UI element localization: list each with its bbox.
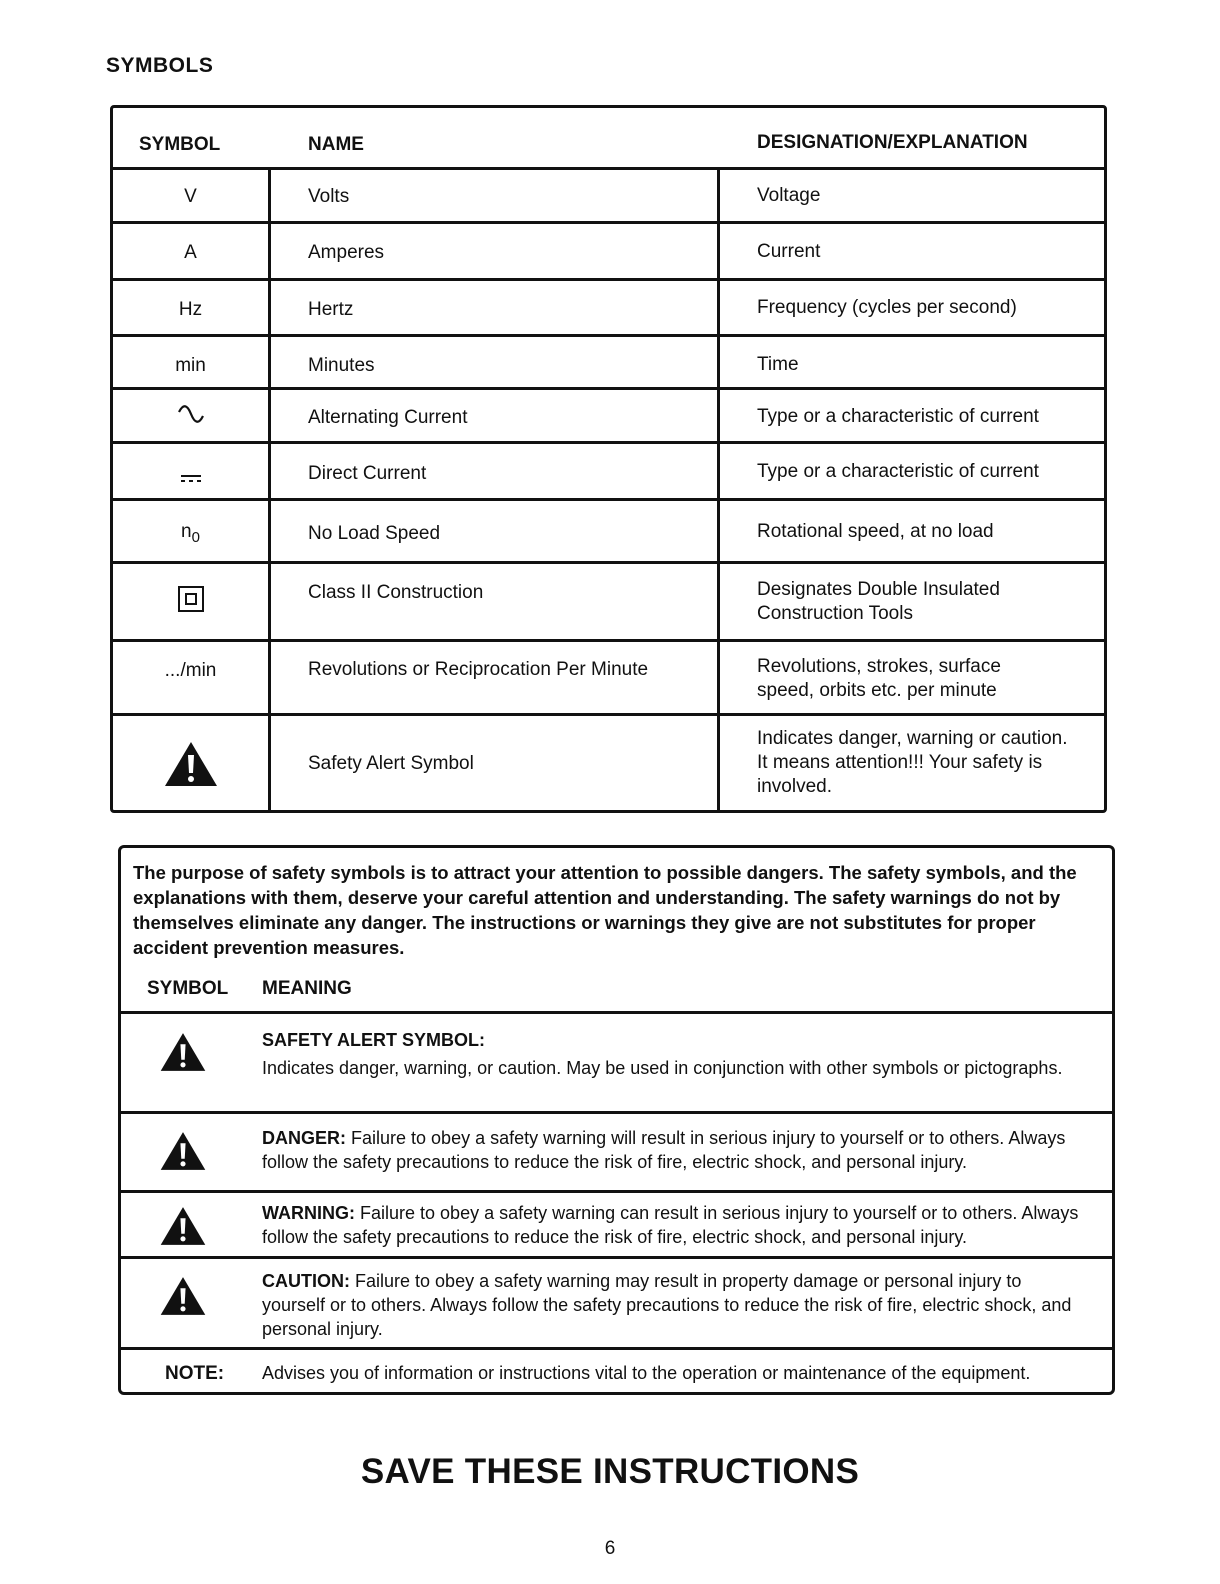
table-row bbox=[113, 501, 1104, 564]
table-row bbox=[113, 170, 1104, 224]
save-instructions-title: SAVE THESE INSTRUCTIONS bbox=[360, 1452, 860, 1491]
name-cell: Amperes bbox=[308, 242, 385, 263]
symbol-cell: Hz bbox=[178, 299, 203, 320]
desc-line: involved. bbox=[757, 776, 832, 797]
safety-alert-icon bbox=[159, 1130, 207, 1172]
meaning-row bbox=[121, 1256, 1112, 1347]
symbols-table bbox=[110, 105, 1107, 813]
desc-cell: Frequency (cycles per second) bbox=[757, 297, 1017, 318]
direct-current-icon bbox=[180, 474, 202, 484]
table-row bbox=[113, 642, 1104, 716]
meaning-text: Failure to obey a safety warning may result in property damage or personal injury to yourself or to others. Always follow the safety precautions to reduce the risk of fire, electric shock, and personal injury. bbox=[262, 1271, 1072, 1339]
class-ii-construction-icon bbox=[178, 586, 204, 612]
meaning-row bbox=[121, 1111, 1112, 1190]
header-name: NAME bbox=[308, 134, 364, 155]
note-label: NOTE: bbox=[165, 1363, 225, 1384]
name-cell: Volts bbox=[308, 186, 350, 207]
meaning-title: DANGER: bbox=[262, 1128, 346, 1148]
meaning-title: CAUTION: bbox=[262, 1271, 350, 1291]
table-row bbox=[113, 224, 1104, 281]
table-row bbox=[113, 390, 1104, 444]
symbol-cell: min bbox=[175, 355, 206, 376]
symbol-cell: A bbox=[184, 242, 197, 263]
safety-alert-icon bbox=[163, 740, 219, 788]
table-row bbox=[113, 564, 1104, 642]
header-symbol: SYMBOL bbox=[147, 978, 229, 999]
table-row bbox=[113, 281, 1104, 337]
desc-line: It means attention!!! Your safety is bbox=[757, 752, 1043, 773]
desc-line: Designates Double Insulated bbox=[757, 579, 1000, 600]
header-meaning: MEANING bbox=[262, 978, 352, 999]
header-designation: DESIGNATION/EXPLANATION bbox=[757, 132, 1028, 153]
meaning-row bbox=[121, 1011, 1112, 1111]
desc-cell: Voltage bbox=[757, 185, 821, 206]
safety-alert-icon bbox=[159, 1205, 207, 1247]
name-cell: Hertz bbox=[308, 299, 354, 320]
table-row bbox=[113, 337, 1104, 390]
symbol-cell: V bbox=[184, 186, 197, 207]
no-load-speed-subscript: 0 bbox=[191, 528, 200, 546]
alternating-current-icon bbox=[177, 402, 205, 426]
meaning-title: WARNING: bbox=[262, 1203, 355, 1223]
table-row bbox=[113, 716, 1104, 813]
desc-line: Indicates danger, warning or caution. bbox=[757, 728, 1068, 749]
safety-alert-icon bbox=[159, 1275, 207, 1317]
meaning-text: Failure to obey a safety warning can result in serious injury to yourself or to others. Always follow the safety precautions to reduce the risk of fire, electric shock, and personal injury. bbox=[262, 1203, 1079, 1247]
page-number: 6 bbox=[604, 1538, 616, 1559]
desc-cell: Time bbox=[757, 354, 799, 375]
safety-meaning-box bbox=[118, 845, 1115, 1395]
name-cell: Class II Construction bbox=[308, 582, 484, 603]
desc-line: Revolutions, strokes, surface bbox=[757, 656, 1001, 677]
meaning-row bbox=[121, 1190, 1112, 1256]
name-cell: Revolutions or Reciprocation Per Minute bbox=[308, 659, 649, 680]
symbol-cell bbox=[113, 521, 268, 546]
meaning-row bbox=[121, 1347, 1112, 1392]
desc-line: speed, orbits etc. per minute bbox=[757, 680, 997, 701]
desc-cell bbox=[757, 655, 1097, 703]
name-cell: Minutes bbox=[308, 355, 375, 376]
desc-cell: Type or a characteristic of current bbox=[757, 406, 1039, 427]
no-load-speed-symbol: n bbox=[181, 521, 192, 542]
symbol-cell: .../min bbox=[164, 660, 217, 681]
meaning-title: SAFETY ALERT SYMBOL: bbox=[262, 1030, 486, 1050]
table-row bbox=[113, 444, 1104, 501]
desc-cell bbox=[757, 578, 1097, 626]
name-cell: Safety Alert Symbol bbox=[308, 753, 474, 774]
desc-cell: Current bbox=[757, 241, 821, 262]
name-cell: No Load Speed bbox=[308, 523, 441, 544]
meaning-text: Indicates danger, warning, or caution. May be used in conjunction with other symbols or pictographs. bbox=[262, 1058, 1063, 1078]
desc-cell bbox=[757, 727, 1097, 799]
note-text: Advises you of information or instructions vital to the operation or maintenance of the equipment. bbox=[262, 1363, 1031, 1383]
header-symbol: SYMBOL bbox=[139, 134, 221, 155]
desc-line: Construction Tools bbox=[757, 603, 913, 624]
name-cell: Alternating Current bbox=[308, 407, 468, 428]
desc-cell: Rotational speed, at no load bbox=[757, 521, 994, 542]
section-heading: SYMBOLS bbox=[106, 54, 214, 77]
meaning-text: Failure to obey a safety warning will result in serious injury to yourself or to others. Always follow the safety precautions to reduce the risk of fire, electric shock, and personal injury. bbox=[262, 1128, 1066, 1172]
name-cell: Direct Current bbox=[308, 463, 427, 484]
table-header bbox=[113, 108, 1104, 170]
intro-paragraph: The purpose of safety symbols is to attract your attention to possible dangers. The safety symbols, and the explanations with them, deserve your careful attention and understanding. The safety warnings do not by themselves eliminate any danger. The instructions or warnings they give are not substitutes for proper accident prevention measures. bbox=[133, 862, 1077, 958]
safety-alert-icon bbox=[159, 1031, 207, 1073]
desc-cell: Type or a characteristic of current bbox=[757, 461, 1039, 482]
